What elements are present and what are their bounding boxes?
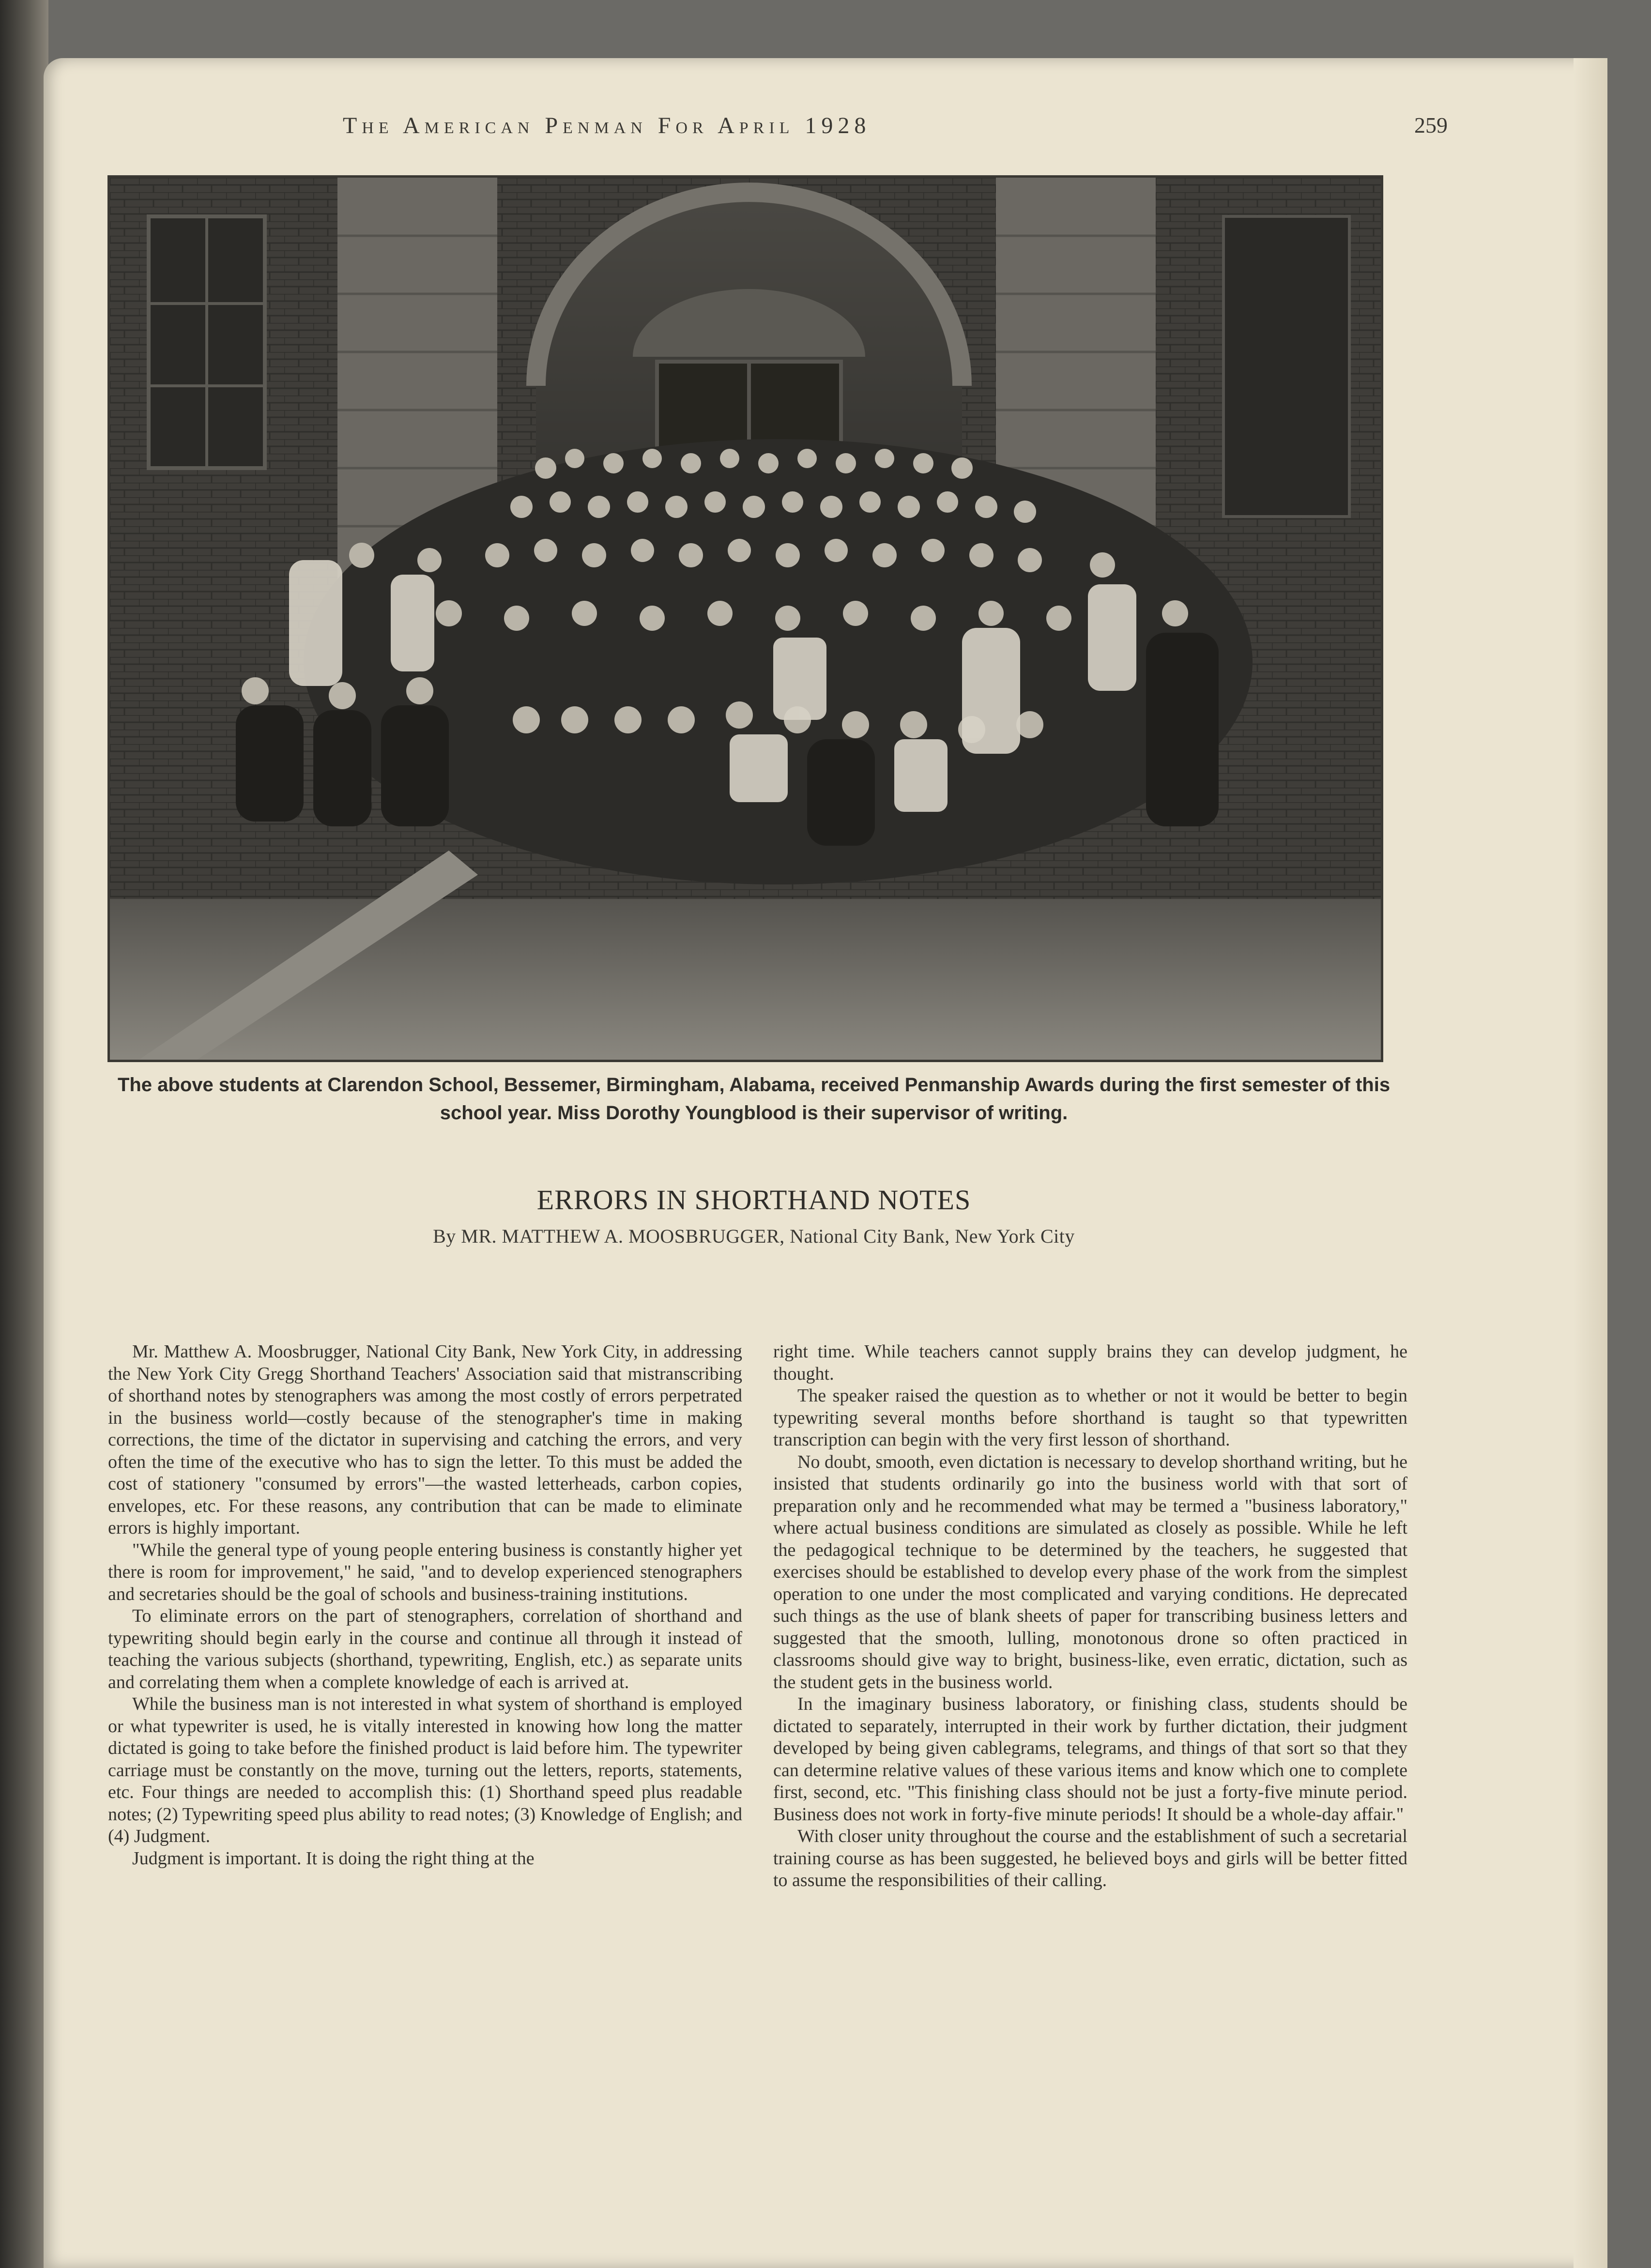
paragraph: Mr. Matthew A. Moosbrugger, National City Bank, New York City, in addressing the New York City Gregg Shorthand Teachers' Association said that mistranscribing of shorthand notes by stenographers was among the most costly of errors perpetrated in the business world—costly because of the stenographer's time in making corrections, the time of the dictator in supervising and catching the errors, and very often the time of the executive who has to sign the letter. To this must be added the cost of stationery "consumed by errors"—the wasted letterheads, carbon copies, envelopes, etc. For these reasons, any contribution that can be made to eliminate errors is highly important. bbox=[108, 1341, 742, 1538]
paragraph-continuation: right time. While teachers cannot supply brains they can develop judgment, he thought. bbox=[773, 1341, 1407, 1384]
paragraph: No doubt, smooth, even dictation is necessary to develop shorthand writing, but he insisted that students ordinarily go into the business world with that sort of preparation only and he recommended what may be termed a "business laboratory," where actual business conditions are simulated as closely as possible. While he left the pedagogical technique to be determined by the teachers, he suggested that exercises should be established to develop every phase of the work from the simplest operation to one under the most complicated and varying conditions. He deprecated such things as the use of blank sheets of paper for transcribing business letters and suggested that the smooth, lulling, monotonous drone so often practiced in classrooms should give way to bright, business-like, even erratic, dictation, such as the student gets in the business world. bbox=[773, 1451, 1407, 1692]
page-edge bbox=[1574, 58, 1607, 2268]
page-number: 259 bbox=[1414, 113, 1448, 137]
photo-caption: The above students at Clarendon School, Bessemer, Birmingham, Alabama, received Penmanship Awards during the first semester of this school year. Miss Dorothy Youngblood is their supervisor of writing. bbox=[117, 1074, 1391, 1124]
paragraph: The speaker raised the question as to whether or not it would be better to begin typewriting several months before shorthand is taught so that typewritten transcription can begin with the very first lesson of shorthand. bbox=[773, 1385, 1407, 1450]
paragraph: To eliminate errors on the part of stenographers, correlation of shorthand and typewriting should begin early in the course and continue all through it instead of teaching the various subjects (shorthand, typewriting, English, etc.) as separate units and correlating them when a complete knowledge of each is arrived at. bbox=[108, 1606, 742, 1692]
paragraph: "While the general type of young people entering business is constantly higher yet there is room for improvement," he said, "and to develop experienced stenographers and secretaries should be the goal of schools and business-training institutions. bbox=[108, 1539, 742, 1604]
article-title: ERRORS IN SHORTHAND NOTES bbox=[536, 1184, 971, 1216]
class-photo-illustration bbox=[110, 178, 1381, 1060]
article-column-right bbox=[773, 1341, 1407, 1892]
class-photo bbox=[107, 175, 1383, 1062]
running-title: The American Penman For April 1928 bbox=[343, 113, 871, 138]
paragraph: While the business man is not interested in what system of shorthand is employed or what typewriter is used, he is vitally interested in knowing how long the matter dictated is going to take before the finished product is laid before him. The typewriter carriage must be constantly on the move, turning out the letters, reports, statements, etc. Four things are needed to accomplish this: (1) Shorthand speed plus readable notes; (2) Typewriting speed plus ability to read notes; (3) Knowledge of English; and (4) Judgment. bbox=[108, 1694, 742, 1846]
book-binding-shadow bbox=[0, 0, 48, 2268]
paragraph: In the imaginary business laboratory, or finishing class, students should be dictated to separately, interrupted in their work by further dictation, their judgment developed by being given cablegrams, telegrams, and things of that sort so that they can determine relative values of these various items and know which one to complete first, second, etc. "This finishing class should not be just a forty-five minute period. Business does not work in forty-five minute periods! It should be a whole-day affair." bbox=[773, 1694, 1407, 1825]
running-header bbox=[140, 112, 1448, 141]
right-window bbox=[1223, 216, 1349, 517]
article-byline: By MR. MATTHEW A. MOOSBRUGGER, National City Bank, New York City bbox=[433, 1225, 1075, 1247]
paragraph: With closer unity throughout the course and the establishment of such a secretarial training course as has been suggested, he believed boys and girls will be better fitted to assume the responsibilities of their calling. bbox=[773, 1826, 1407, 1890]
paragraph: Judgment is important. It is doing the right thing at the bbox=[132, 1848, 535, 1869]
article-column-left bbox=[108, 1341, 742, 1870]
